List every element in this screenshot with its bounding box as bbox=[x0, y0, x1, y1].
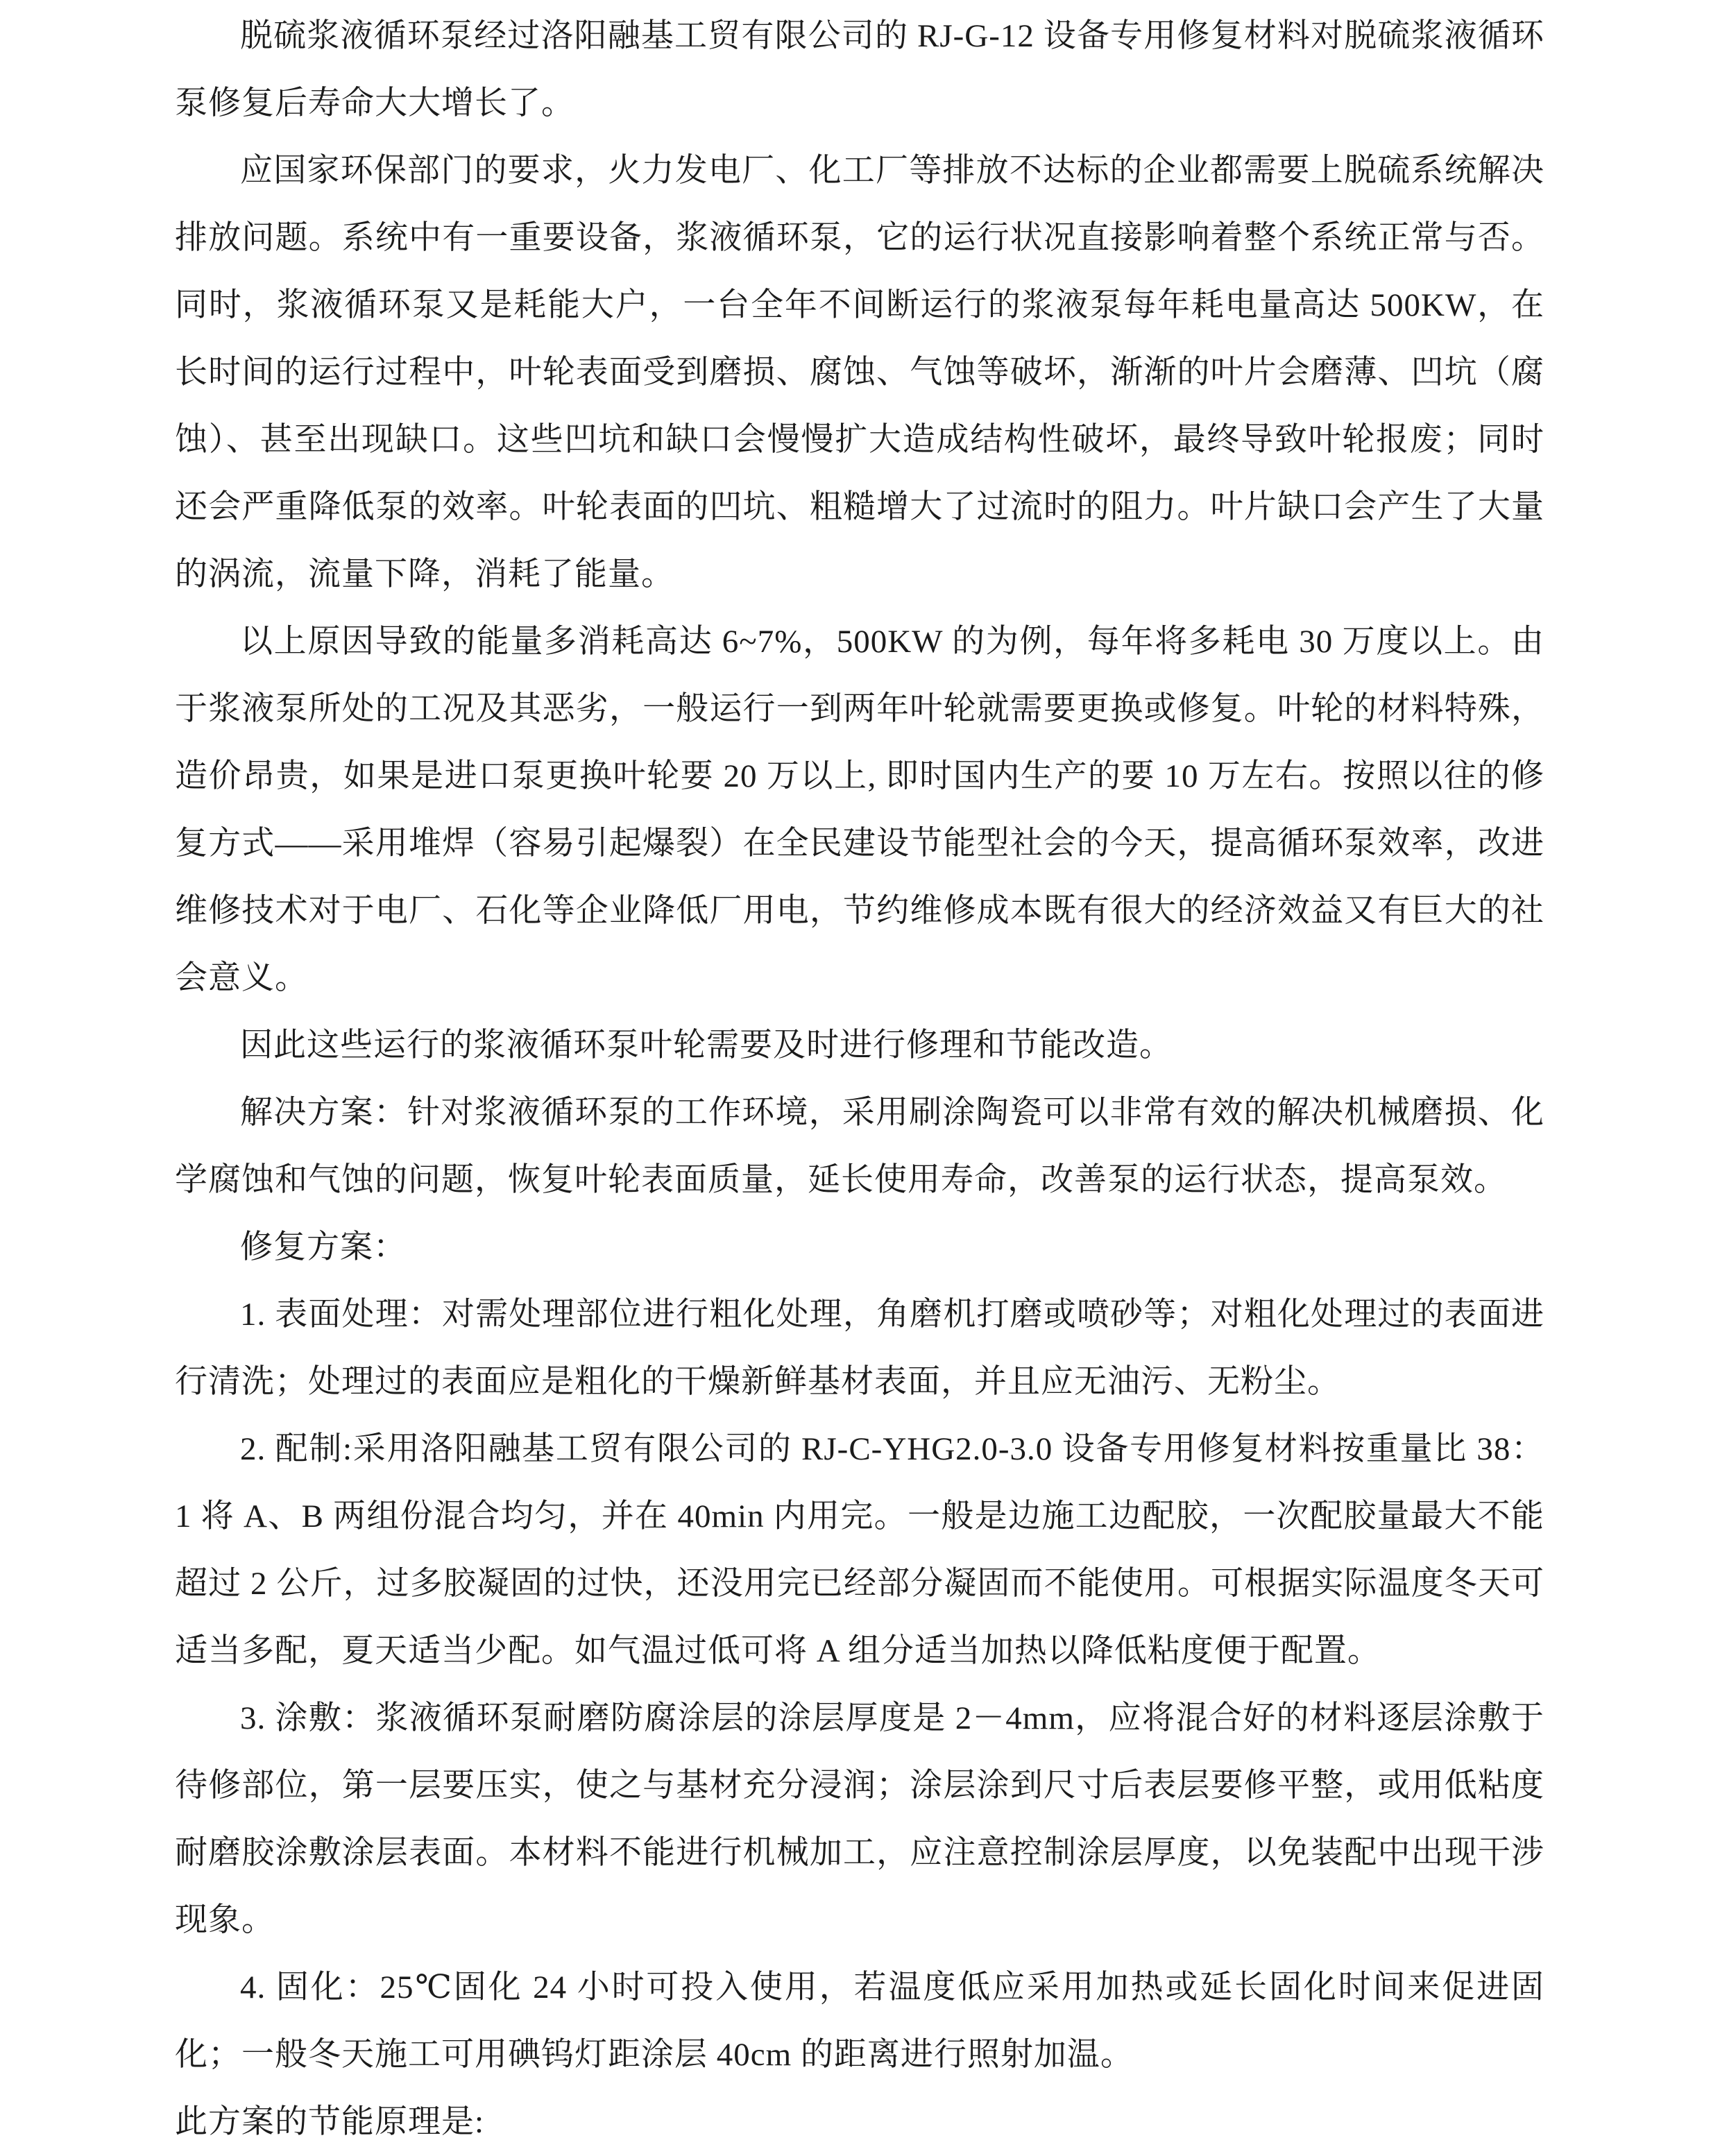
paragraph-conclusion-need: 因此这些运行的浆液循环泵叶轮需要及时进行修理和节能改造。 bbox=[240, 1027, 1173, 1063]
list-item-preparation: 2. 配制:采用洛阳融基工贸有限公司的 RJ-C-YHG2.0-3.0 设备专用修复材料按重量比 38：1 将 A、B 两组份混合均匀，并在 40min 内用完。一般是边施工边配胶，一次配胶量最大不能超过 2 公斤，过多胶凝固的过快，还没用完已经部分凝固而不能使用。可根据实际温度冬天可适当多配，夏天适当少配。如气温过低可将 A 组分适当加热以降低粘度便于配置。 bbox=[175, 1431, 1544, 1669]
paragraph-energy-loss: 以上原因导致的能量多消耗高达 6~7%，500KW 的为例，每年将多耗电 30 万度以上。由于浆液泵所处的工况及其恶劣，一般运行一到两年叶轮就需要更换或修复。叶轮的材料特殊，造价昂贵，如果是进口泵更换叶轮要 20 万以上, 即时国内生产的要 10 万左右。按照以往的修复方式——采用堆焊（容易引起爆裂）在全民建设节能型社会的今天，提高循环泵效率，改进维修技术对于电厂、石化等企业降低厂用电，节约维修成本既有很大的经济效益又有巨大的社会意义。 bbox=[175, 624, 1544, 996]
list-item-curing: 4. 固化：25℃固化 24 小时可投入使用，若温度低应采用加热或延长固化时间来促进固化；一般冬天施工可用碘钨灯距涂层 40cm 的距离进行照射加温。 bbox=[175, 1969, 1544, 2073]
list-item-coating: 3. 涂敷：浆液循环泵耐磨防腐涂层的涂层厚度是 2－4mm，应将混合好的材料逐层涂敷于待修部位，第一层要压实，使之与基材充分浸润；涂层涂到尺寸后表层要修平整，或用低粘度耐磨胶涂敷涂层表面。本材料不能进行机械加工，应注意控制涂层厚度，以免装配中出现干涉现象。 bbox=[175, 1700, 1544, 1938]
heading-repair-plan: 修复方案： bbox=[240, 1229, 407, 1265]
list-item-surface-treatment: 1. 表面处理：对需处理部位进行粗化处理，角磨机打磨或喷砂等；对粗化处理过的表面进行清洗；处理过的表面应是粗化的干燥新鲜基材表面，并且应无油污、无粉尘。 bbox=[175, 1297, 1544, 1400]
paragraph-background: 应国家环保部门的要求，火力发电厂、化工厂等排放不达标的企业都需要上脱硫系统解决排放问题。系统中有一重要设备，浆液循环泵，它的运行状况直接影响着整个系统正常与否。同时，浆液循环泵又是耗能大户，一台全年不间断运行的浆液泵每年耗电量高达 500KW，在长时间的运行过程中，叶轮表面受到磨损、腐蚀、气蚀等破坏，渐渐的叶片会磨薄、凹坑（腐蚀）、甚至出现缺口。这些凹坑和缺口会慢慢扩大造成结构性破坏，最终导致叶轮报废；同时还会严重降低泵的效率。叶轮表面的凹坑、粗糙增大了过流时的阻力。叶片缺口会产生了大量的涡流，流量下降，消耗了能量。 bbox=[175, 153, 1544, 592]
paragraph-intro: 脱硫浆液循环泵经过洛阳融基工贸有限公司的 RJ-G-12 设备专用修复材料对脱硫浆液循环泵修复后寿命大大增长了。 bbox=[175, 18, 1544, 121]
paragraph-solution: 解决方案：针对浆液循环泵的工作环境，采用刷涂陶瓷可以非常有效的解决机械磨损、化学腐蚀和气蚀的问题，恢复叶轮表面质量，延长使用寿命，改善泵的运行状态，提高泵效。 bbox=[175, 1095, 1544, 1198]
paragraph-energy-principle-lead: 此方案的节能原理是: bbox=[175, 2104, 485, 2140]
